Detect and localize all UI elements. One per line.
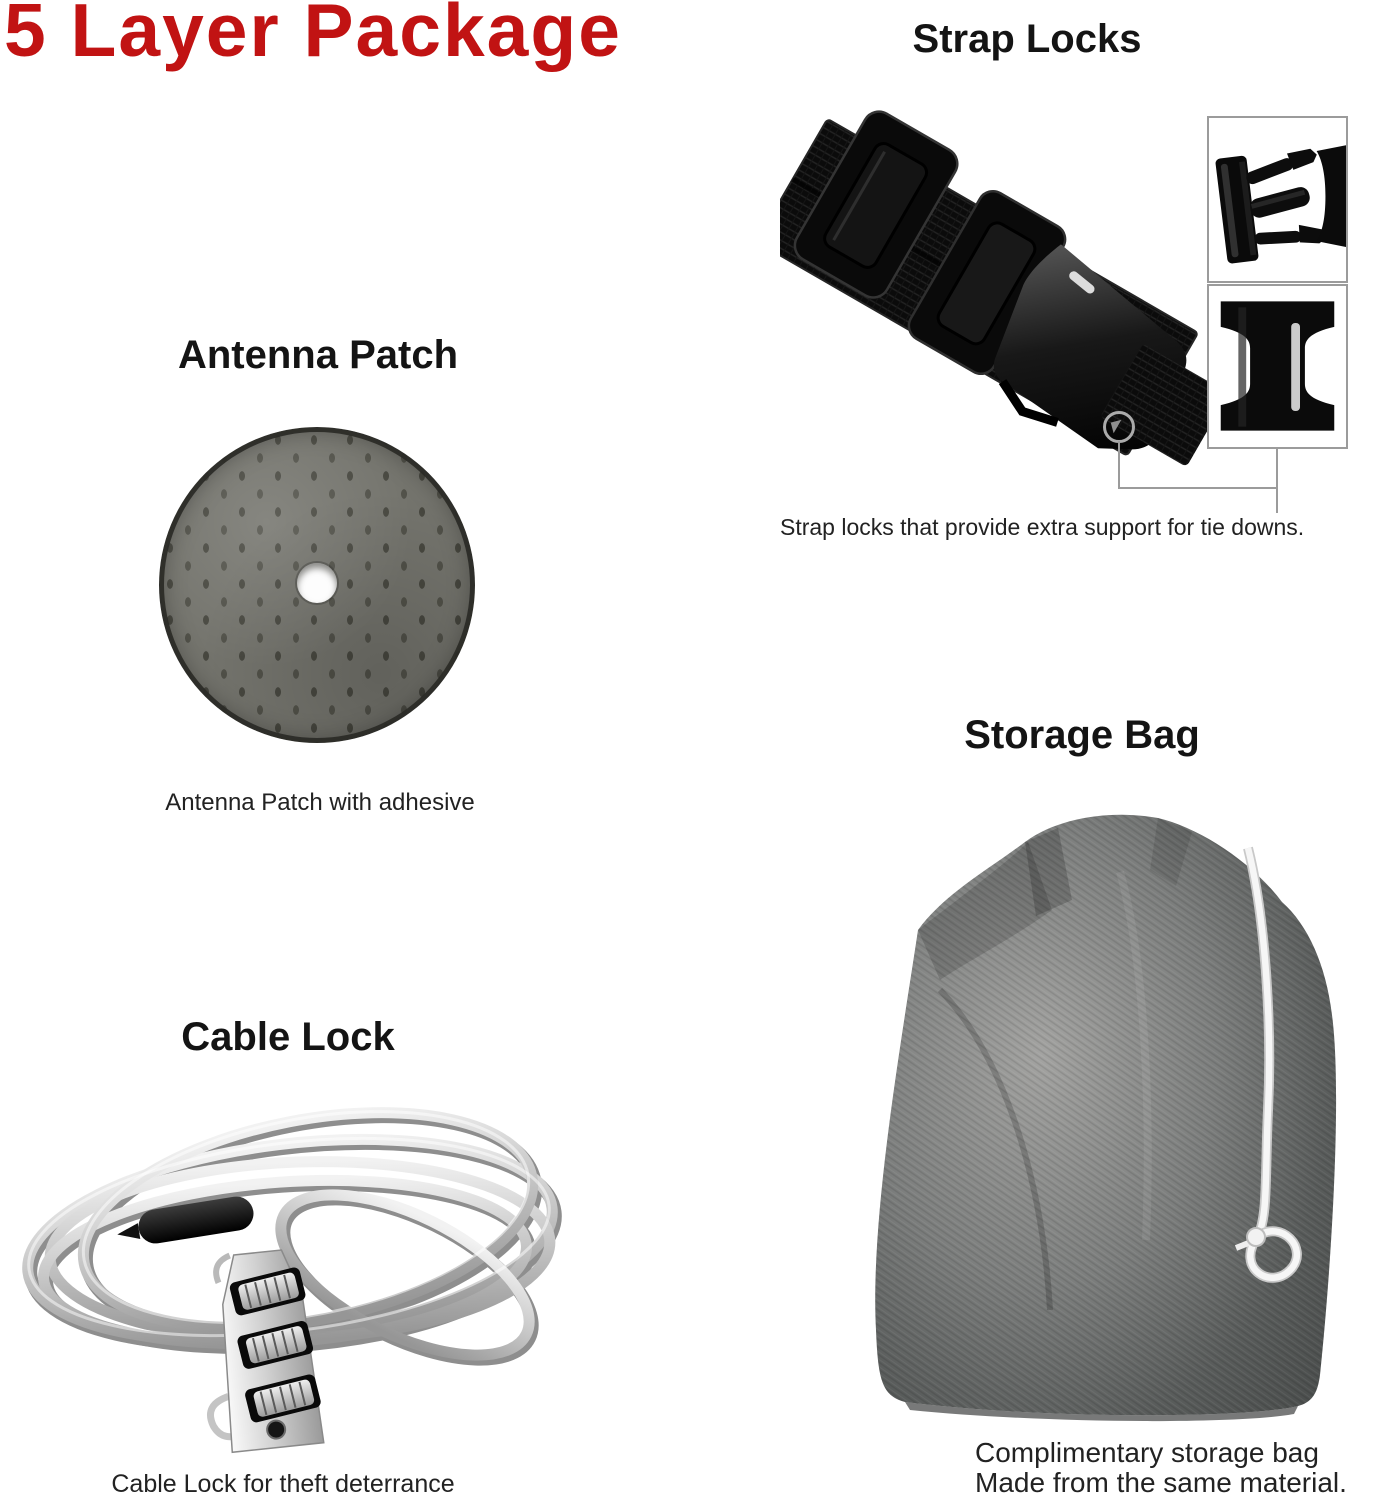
antenna-patch-photo (159, 427, 475, 743)
antenna-patch-center-hole (297, 563, 337, 603)
storage-bag-photo (820, 790, 1390, 1422)
buckle-receiver-icon (1209, 286, 1346, 447)
cord-knot (1247, 1228, 1265, 1246)
buckle-male-inset-photo (1207, 116, 1348, 283)
buckle-female-inset-photo (1207, 284, 1348, 449)
lock-keyhole (266, 1420, 286, 1440)
storage-bag-heading: Storage Bag (964, 713, 1200, 757)
luggage-strap-photo (780, 100, 1260, 490)
connector-line-vertical-1 (1118, 441, 1120, 487)
cable-lock-heading: Cable Lock (181, 1015, 395, 1059)
storage-bag-caption-line1: Complimentary storage bag (975, 1437, 1319, 1468)
antenna-patch-caption: Antenna Patch with adhesive (165, 789, 475, 816)
antenna-patch-heading: Antenna Patch (177, 333, 459, 377)
connector-line-vertical-2 (1276, 449, 1278, 513)
cable-lock-photo (0, 1090, 600, 1490)
connector-line-horizontal (1118, 487, 1278, 489)
buckle-male-clip-icon (1209, 118, 1346, 281)
cable-lock-caption: Cable Lock for theft deterrance (111, 1470, 455, 1498)
grommet-highlight-ring (1103, 411, 1135, 443)
strap-locks-heading: Strap Locks (912, 17, 1142, 61)
grommet-triangle (1111, 420, 1124, 433)
storage-bag-caption (975, 1438, 1394, 1498)
storage-bag-caption-line2: Made from the same material. (975, 1467, 1347, 1498)
page-title: 5 Layer Package (4, 0, 622, 72)
strap-locks-caption: Strap locks that provide extra support for tie downs. (780, 514, 1305, 540)
